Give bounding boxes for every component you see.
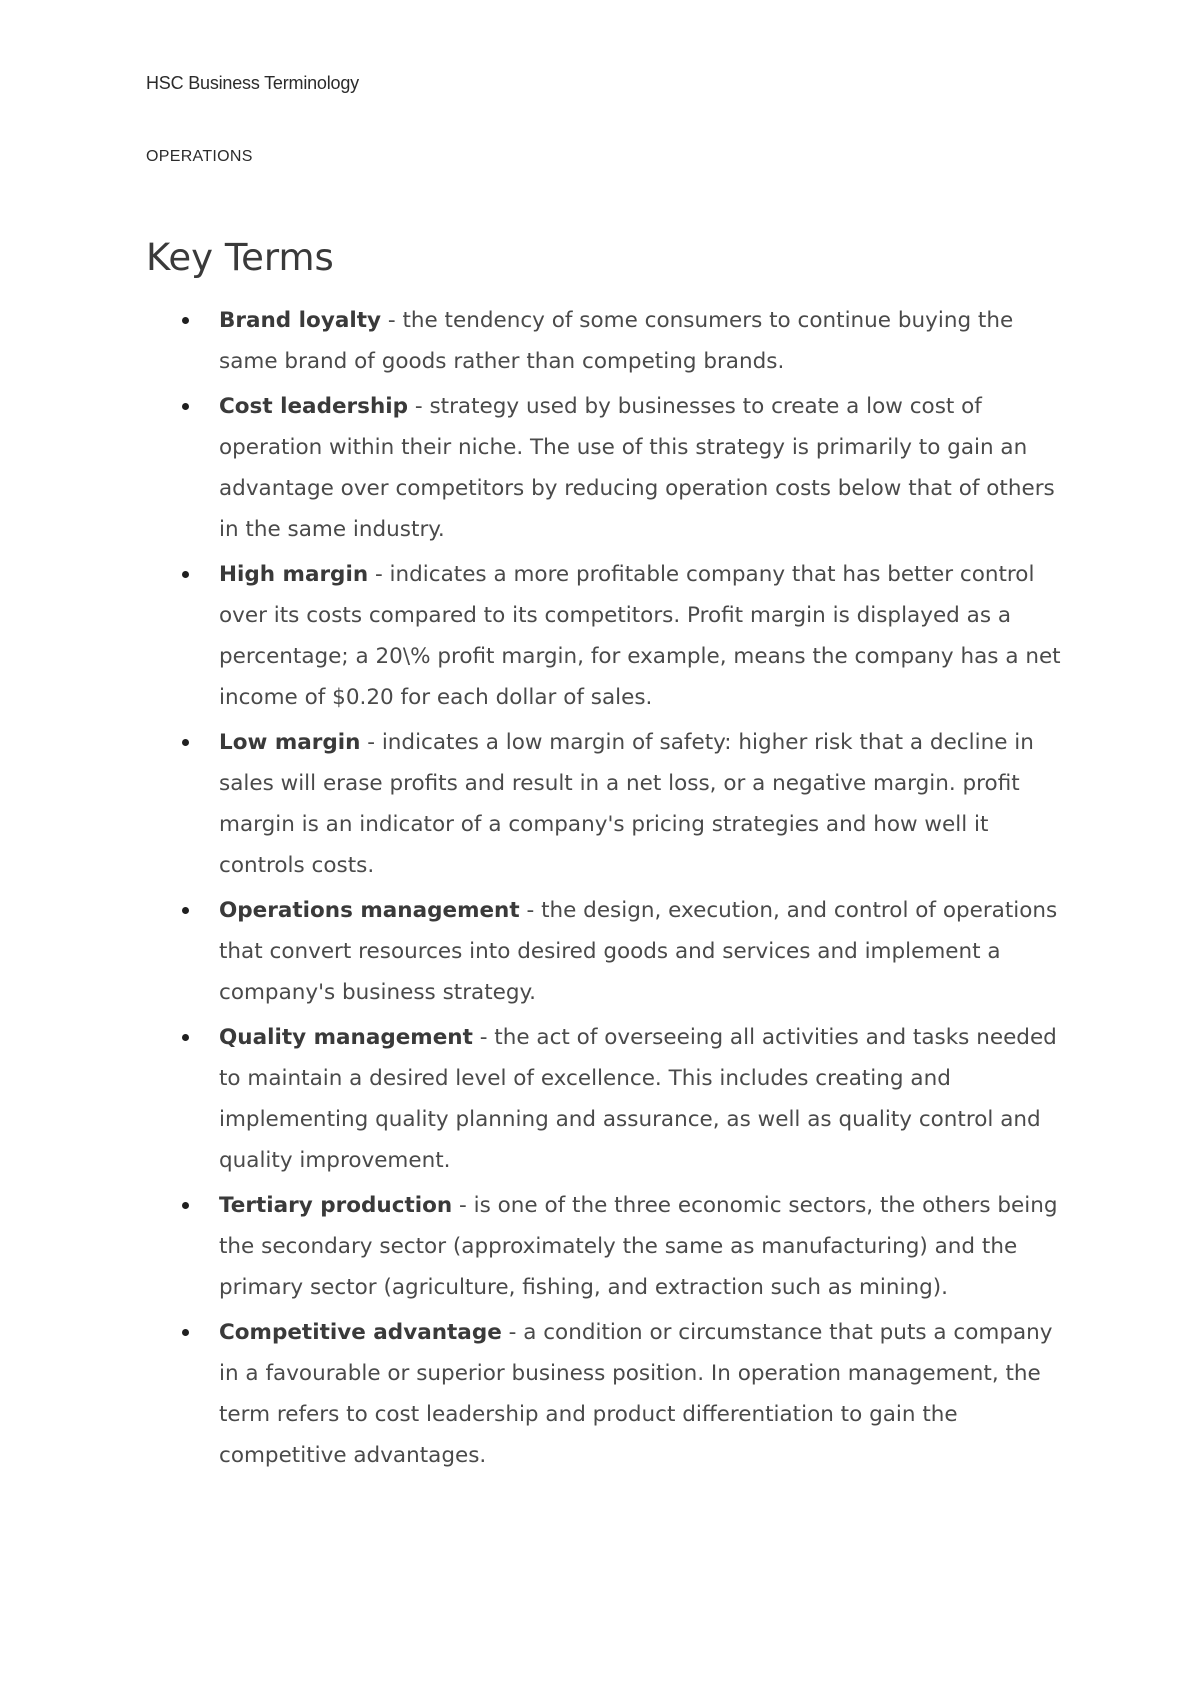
term-definition: - is one of the three economic sectors, the others being the secondary sector (approximately the same as manufacturing) and the primary sector (agriculture, fishing, and extraction such as mining). <box>219 1193 1058 1300</box>
term-definition: - a condition or circumstance that puts a company in a favourable or superior business position. In operation management, the term refers to cost leadership and product differentiation to gain the competitive advantages. <box>219 1320 1053 1468</box>
term-definition: - indicates a low margin of safety: higher risk that a decline in sales will erase profits and result in a net loss, or a negative margin. profit margin is an indicator of a company's pricing strategies and how well it controls costs. <box>219 730 1034 878</box>
bullet-icon <box>182 1329 189 1336</box>
list-item <box>146 890 1076 1013</box>
bullet-icon <box>182 571 189 578</box>
list-item <box>146 1312 1076 1476</box>
list-item <box>146 722 1076 886</box>
list-item <box>146 554 1076 718</box>
bullet-icon <box>182 1034 189 1041</box>
term-definition: - strategy used by businesses to create a low cost of operation within their niche. The use of this strategy is primarily to gain an advantage over competitors by reducing operation costs below that of others in the same industry. <box>219 394 1055 542</box>
list-item <box>146 1017 1076 1181</box>
bullet-icon <box>182 907 189 914</box>
term-name: Competitive advantage <box>219 1320 502 1345</box>
bullet-icon <box>182 403 189 410</box>
term-definition: - the act of overseeing all activities and tasks needed to maintain a desired level of excellence. This includes creating and implementing quality planning and assurance, as well as quality control and quality improvement. <box>219 1025 1057 1173</box>
term-name: Operations management <box>219 898 520 923</box>
term-name: High margin <box>219 562 369 587</box>
bullet-icon <box>182 317 189 324</box>
term-name: Tertiary production <box>219 1193 453 1218</box>
term-name: Quality management <box>219 1025 473 1050</box>
document-header: HSC Business Terminology <box>146 73 359 93</box>
term-name: Low margin <box>219 730 361 755</box>
list-item <box>146 300 1076 382</box>
term-definition: - the design, execution, and control of operations that convert resources into desired goods and services and implement a company's business strategy. <box>219 898 1058 1005</box>
term-name: Brand loyalty <box>219 308 382 333</box>
page-title: Key Terms <box>146 236 334 279</box>
key-terms-list <box>146 300 1076 1480</box>
term-name: Cost leadership <box>219 394 409 419</box>
bullet-icon <box>182 739 189 746</box>
list-item <box>146 386 1076 550</box>
section-label: OPERATIONS <box>146 148 253 165</box>
bullet-icon <box>182 1202 189 1209</box>
term-definition: - indicates a more profitable company that has better control over its costs compared to its competitors. Profit margin is displayed as a percentage; a 20\% profit margin, for example, means the company has a net income of $0.20 for each dollar of sales. <box>219 562 1061 710</box>
list-item <box>146 1185 1076 1308</box>
term-definition: - the tendency of some consumers to continue buying the same brand of goods rather than competing brands. <box>219 308 1014 374</box>
